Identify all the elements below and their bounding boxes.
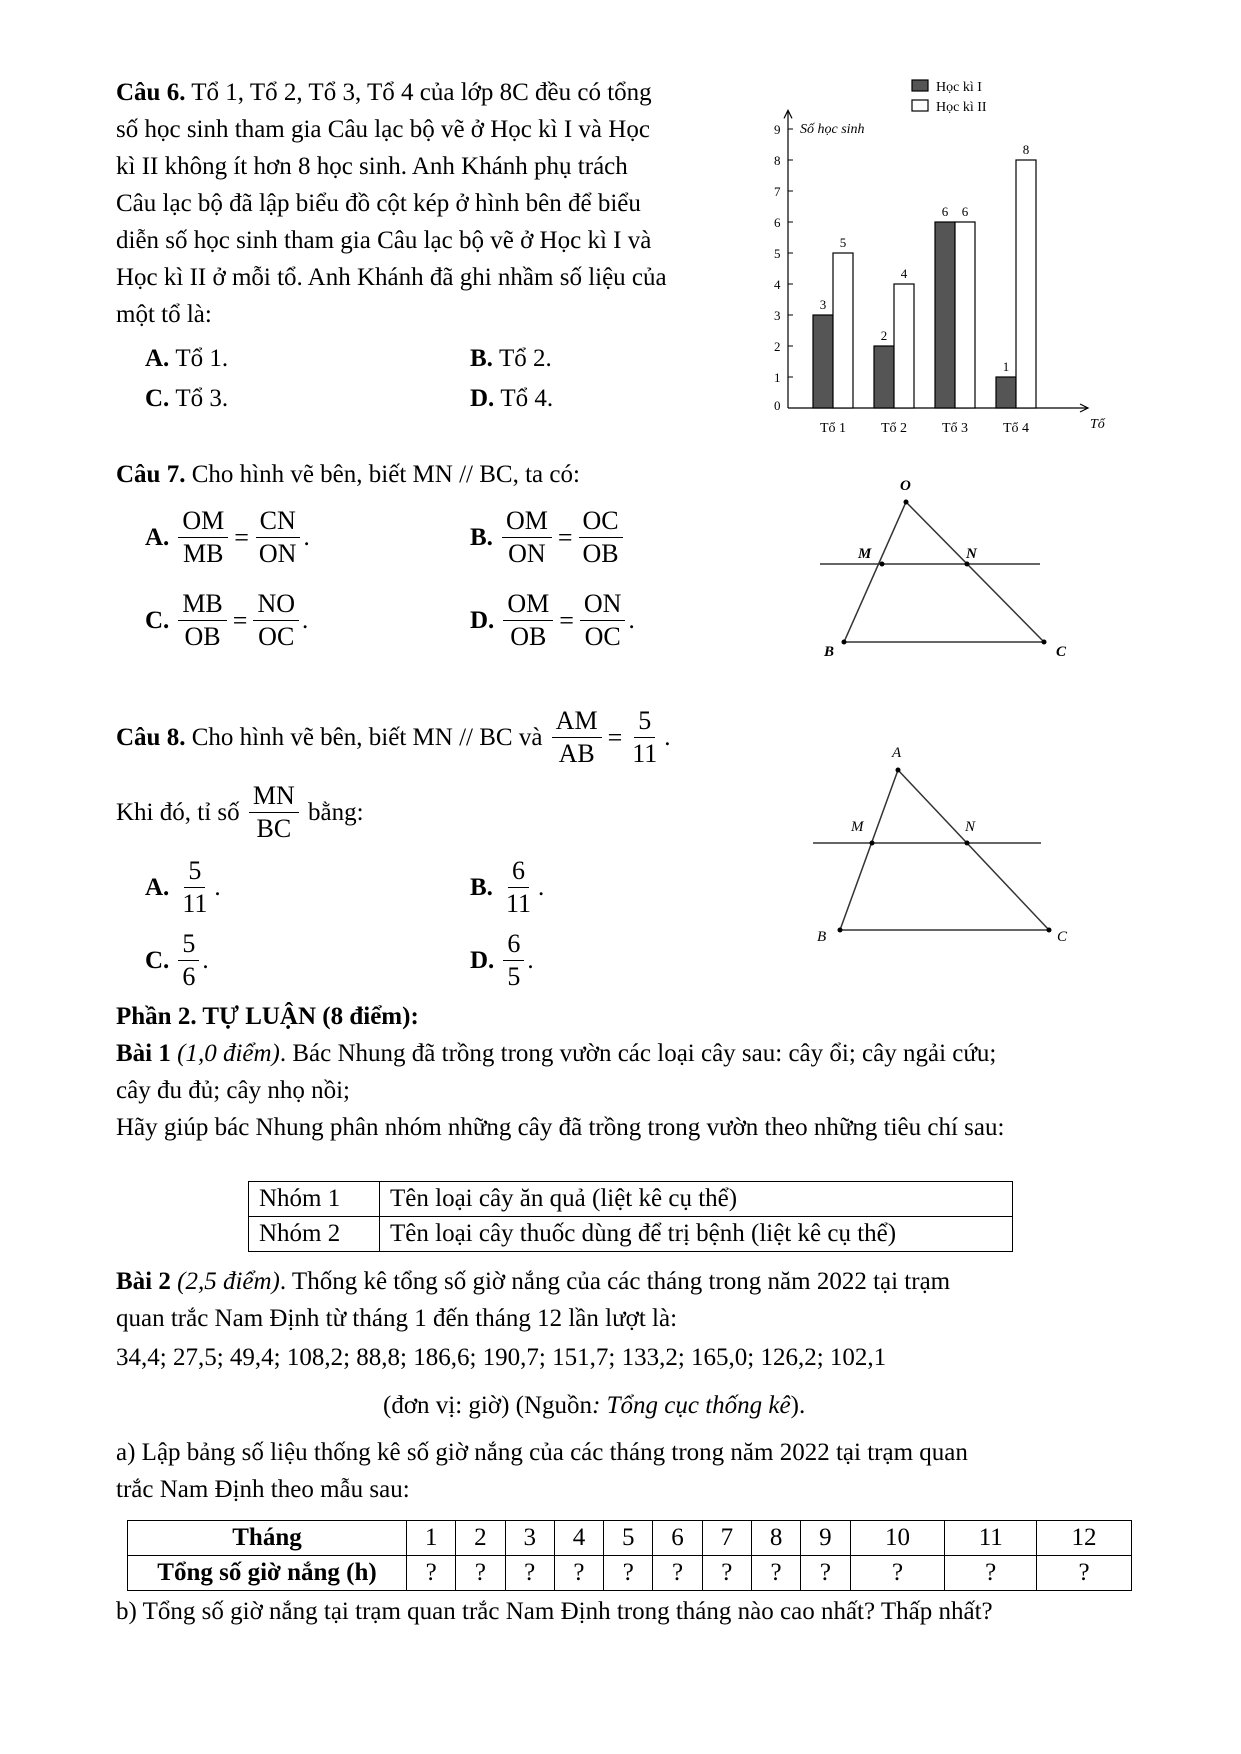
table-header-month: Tháng bbox=[128, 1521, 407, 1556]
fraction: $\frac{5}{6}$ bbox=[178, 928, 199, 993]
table-row bbox=[249, 1217, 1013, 1252]
chart-y-ticks bbox=[774, 122, 793, 413]
fraction: $\frac{OC}{OB}$ bbox=[579, 505, 623, 570]
x-tick-label: Tổ 2 bbox=[880, 421, 908, 436]
chart-legend bbox=[912, 80, 987, 115]
bai2-part-b: b) Tổng số giờ nắng tại trạm quan trắc Nam Định trong tháng nào cao nhất? Thấp nhất? bbox=[116, 1598, 993, 1625]
q7-option-a[interactable]: A. $\frac{OM}{MB}$ = $\frac{CN}{ON}$ . bbox=[145, 506, 310, 568]
fraction: $\frac{AM}{AB}$ bbox=[552, 705, 602, 770]
value-cell: ? bbox=[702, 1556, 751, 1591]
point-C bbox=[1047, 928, 1052, 933]
y-tick-label: 1 bbox=[774, 370, 781, 385]
y-tick-label: 7 bbox=[774, 184, 781, 199]
q8-option-b[interactable]: B. $\frac{6}{11}$ . bbox=[470, 856, 545, 918]
fraction: $\frac{ON}{OC}$ bbox=[580, 588, 626, 653]
bar bbox=[894, 284, 914, 408]
q6-option-a[interactable]: A. Tổ 1. bbox=[145, 345, 229, 372]
bar-value-label: 4 bbox=[900, 266, 908, 281]
label-M: M bbox=[851, 819, 864, 835]
q7-stem: Câu 7. Cho hình vẽ bên, biết MN // BC, ta có: bbox=[116, 461, 580, 488]
legend-swatch bbox=[912, 80, 928, 91]
point-M bbox=[880, 562, 885, 567]
y-tick-label: 5 bbox=[774, 246, 781, 261]
part-2-heading: Phần 2. TỰ LUẬN (8 điểm): bbox=[116, 1003, 419, 1030]
sunshine-table bbox=[127, 1520, 1132, 1591]
bar-chart bbox=[760, 78, 1120, 448]
value-cell: ? bbox=[1037, 1556, 1132, 1591]
label-N: N bbox=[965, 819, 976, 835]
label-C: C bbox=[1057, 929, 1068, 945]
q6-option-c[interactable]: C. Tổ 3. bbox=[145, 385, 229, 412]
bar-value-label: 2 bbox=[880, 328, 888, 343]
q8-figure bbox=[805, 745, 1070, 955]
month-cell: 1 bbox=[407, 1521, 456, 1556]
value-cell: ? bbox=[505, 1556, 554, 1591]
q7-option-b[interactable]: B. $\frac{OM}{ON}$ = $\frac{OC}{OB}$ bbox=[470, 505, 626, 570]
bai2-line-2: quan trắc Nam Định từ tháng 1 đến tháng 12 lần lượt là: bbox=[116, 1305, 678, 1332]
month-cell: 8 bbox=[751, 1521, 800, 1556]
fraction: $\frac{6}{11}$ bbox=[505, 856, 531, 918]
label-A: A bbox=[892, 745, 902, 761]
table-row bbox=[128, 1521, 1132, 1556]
bar bbox=[1016, 160, 1036, 408]
bar-value-label: 6 bbox=[941, 204, 949, 219]
line-AB bbox=[840, 770, 898, 930]
line-OC bbox=[906, 502, 1044, 642]
y-tick-label: 3 bbox=[774, 308, 781, 323]
group-cell: Nhóm 2 bbox=[249, 1217, 380, 1252]
point-M bbox=[870, 841, 875, 846]
label-O: O bbox=[900, 478, 911, 494]
value-cell: ? bbox=[653, 1556, 702, 1591]
line-OB bbox=[844, 502, 906, 642]
group-cell: Nhóm 1 bbox=[249, 1182, 380, 1217]
bai2-line-1: Bài 2 (2,5 điểm). Thống kê tổng số giờ nắng của các tháng trong năm 2022 tại trạm bbox=[116, 1268, 951, 1295]
table-row bbox=[128, 1556, 1132, 1591]
q6-line-1: Câu 6. Tổ 1, Tổ 2, Tổ 3, Tổ 4 của lớp 8C đều có tổng bbox=[116, 79, 652, 106]
value-cell: ? bbox=[945, 1556, 1037, 1591]
q6-line-3: kì II không ít hơn 8 học sinh. Anh Khánh phụ trách bbox=[116, 153, 628, 180]
bar bbox=[874, 346, 894, 408]
label-B: B bbox=[824, 644, 835, 660]
bai2-unit-line: (đơn vị: giờ) (Nguồn: Tổng cục thống kê). bbox=[383, 1392, 806, 1419]
month-cell: 6 bbox=[653, 1521, 702, 1556]
bai1-line-1: Bài 1 (1,0 điểm). Bác Nhung đã trồng trong vườn các loại cây sau: cây ổi; cây ngải cứu; bbox=[116, 1040, 997, 1067]
y-tick-label: 2 bbox=[774, 339, 781, 354]
value-cell: ? bbox=[407, 1556, 456, 1591]
bar-value-label: 3 bbox=[819, 297, 827, 312]
y-axis-label: Số học sinh bbox=[800, 122, 865, 137]
q6-line-7: một tổ là: bbox=[116, 301, 212, 328]
q6-line-6: Học kì II ở mỗi tổ. Anh Khánh đã ghi nhầm số liệu của bbox=[116, 264, 667, 291]
month-cell: 5 bbox=[604, 1521, 653, 1556]
bai2-data-line: 34,4; 27,5; 49,4; 108,2; 88,8; 186,6; 190,7; 151,7; 133,2; 165,0; 126,2; 102,1 bbox=[116, 1344, 887, 1371]
month-cell: 3 bbox=[505, 1521, 554, 1556]
q8-option-d[interactable]: D. $\frac{6}{5}$ . bbox=[470, 929, 534, 991]
bar bbox=[935, 222, 955, 408]
q7-option-d[interactable]: D. $\frac{OM}{OB}$ = $\frac{ON}{OC}$ . bbox=[470, 589, 635, 651]
point-N bbox=[965, 562, 970, 567]
bai2-part-a-line-2: trắc Nam Định theo mẫu sau: bbox=[116, 1476, 410, 1503]
point-N bbox=[965, 841, 970, 846]
legend-label: Học kì I bbox=[936, 80, 982, 95]
fraction: $\frac{CN}{ON}$ bbox=[255, 505, 301, 570]
x-axis-label: Tổ bbox=[1090, 417, 1105, 432]
point-O bbox=[904, 500, 909, 505]
desc-cell: Tên loại cây thuốc dùng để trị bệnh (liệt kê cụ thể) bbox=[380, 1217, 1013, 1252]
y-tick-label: 4 bbox=[774, 277, 781, 292]
month-cell: 4 bbox=[554, 1521, 603, 1556]
desc-cell: Tên loại cây ăn quả (liệt kê cụ thể) bbox=[380, 1182, 1013, 1217]
y-tick-label: 6 bbox=[774, 215, 781, 230]
bar bbox=[833, 253, 853, 408]
point-C bbox=[1042, 640, 1047, 645]
q8-stem-line-2: Khi đó, tỉ số $\frac{MN}{BC}$ bằng: bbox=[116, 781, 364, 843]
point-B bbox=[842, 640, 847, 645]
label-B: B bbox=[817, 929, 827, 945]
month-cell: 2 bbox=[456, 1521, 505, 1556]
bai1-group-table bbox=[248, 1181, 1013, 1252]
month-cell: 12 bbox=[1037, 1521, 1132, 1556]
value-cell: ? bbox=[604, 1556, 653, 1591]
bar-value-label: 1 bbox=[1002, 359, 1010, 374]
label-M: M bbox=[858, 546, 872, 562]
bar bbox=[813, 315, 833, 408]
fraction: $\frac{OM}{ON}$ bbox=[502, 505, 552, 570]
value-cell: ? bbox=[751, 1556, 800, 1591]
value-cell: ? bbox=[801, 1556, 850, 1591]
bai1-line-3: Hãy giúp bác Nhung phân nhóm những cây đã trồng trong vườn theo những tiêu chí sau: bbox=[116, 1114, 1005, 1141]
bar-value-label: 6 bbox=[961, 204, 969, 219]
q6-line-2: số học sinh tham gia Câu lạc bộ vẽ ở Học kì I và Học bbox=[116, 116, 650, 143]
x-tick-label: Tổ 4 bbox=[1002, 421, 1030, 436]
table-header-hours: Tổng số giờ nắng (h) bbox=[128, 1556, 407, 1591]
q6-option-b[interactable]: B. Tổ 2. bbox=[470, 345, 552, 372]
legend-label: Học kì II bbox=[936, 100, 987, 115]
label-N: N bbox=[966, 546, 977, 562]
month-cell: 7 bbox=[702, 1521, 751, 1556]
fraction: $\frac{NO}{OC}$ bbox=[253, 588, 299, 653]
fraction: $\frac{MN}{BC}$ bbox=[249, 780, 299, 845]
bar-value-label: 5 bbox=[839, 235, 847, 250]
legend-swatch bbox=[912, 100, 928, 111]
bar bbox=[955, 222, 975, 408]
fraction: $\frac{5}{11}$ bbox=[182, 856, 208, 918]
q6-line-4: Câu lạc bộ đã lập biểu đồ cột kép ở hình bên để biểu bbox=[116, 190, 641, 217]
bar bbox=[996, 377, 1016, 408]
q8-option-a[interactable]: A. $\frac{5}{11}$ . bbox=[145, 856, 221, 918]
bai1-line-2: cây đu đủ; cây nhọ nồi; bbox=[116, 1077, 350, 1104]
chart-bars bbox=[813, 142, 1036, 408]
line-AC bbox=[898, 770, 1049, 930]
value-cell: ? bbox=[850, 1556, 945, 1591]
month-cell: 11 bbox=[945, 1521, 1037, 1556]
bar-value-label: 8 bbox=[1022, 142, 1030, 157]
fraction: $\frac{OM}{MB}$ bbox=[178, 505, 228, 570]
q6-line-5: diễn số học sinh tham gia Câu lạc bộ vẽ ở Học kì I và bbox=[116, 227, 652, 254]
y-tick-label: 8 bbox=[774, 153, 781, 168]
y-tick-label: 0 bbox=[774, 398, 781, 413]
point-B bbox=[838, 928, 843, 933]
fraction: $\frac{6}{5}$ bbox=[503, 928, 524, 993]
y-tick-label: 9 bbox=[774, 122, 781, 137]
q7-option-c[interactable]: C. $\frac{MB}{OB}$ = $\frac{NO}{OC}$ . bbox=[145, 589, 309, 651]
month-cell: 9 bbox=[801, 1521, 850, 1556]
fraction: $\frac{5}{11}$ bbox=[632, 706, 658, 768]
fraction: $\frac{MB}{OB}$ bbox=[178, 588, 226, 653]
label-C: C bbox=[1056, 644, 1067, 660]
table-row bbox=[249, 1182, 1013, 1217]
fraction: $\frac{OM}{OB}$ bbox=[503, 588, 553, 653]
q8-stem-line-1: Câu 8. Cho hình vẽ bên, biết MN // BC và $\frac{AM}{AB}$ = $\frac{5}{11}$ . bbox=[116, 706, 671, 768]
month-cell: 10 bbox=[850, 1521, 945, 1556]
q8-option-c[interactable]: C. $\frac{5}{6}$ . bbox=[145, 929, 209, 991]
chart-x-labels bbox=[820, 421, 1029, 436]
x-tick-label: Tổ 3 bbox=[941, 421, 969, 436]
q6-option-d[interactable]: D. Tổ 4. bbox=[470, 385, 554, 412]
x-tick-label: Tổ 1 bbox=[819, 421, 847, 436]
value-cell: ? bbox=[456, 1556, 505, 1591]
q7-figure bbox=[820, 470, 1080, 670]
bai2-part-a-line-1: a) Lập bảng số liệu thống kê số giờ nắng của các tháng trong năm 2022 tại trạm quan bbox=[116, 1439, 968, 1466]
value-cell: ? bbox=[554, 1556, 603, 1591]
point-A bbox=[896, 768, 901, 773]
